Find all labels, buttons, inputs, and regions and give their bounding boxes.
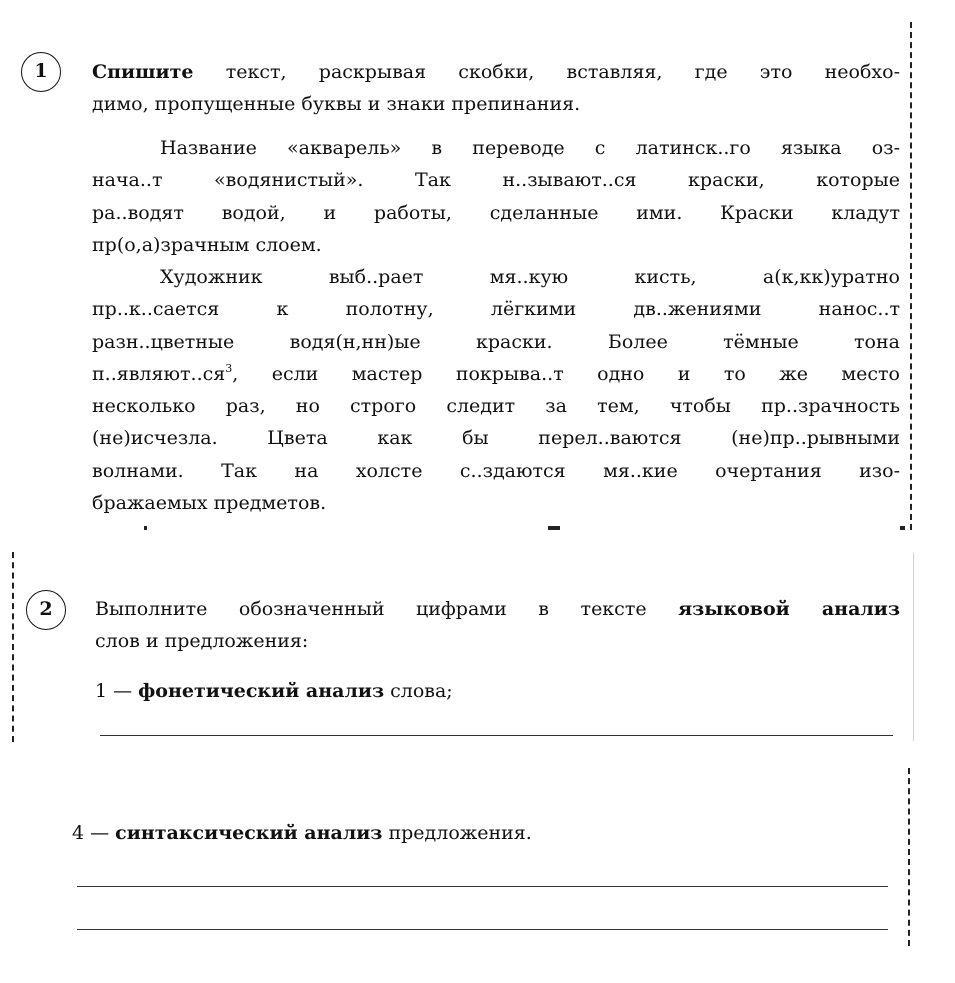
cut-line-left-middle bbox=[12, 552, 14, 742]
task1-instruction-rest: текст, раскрывая скобки, вставляя, где это необхо- bbox=[193, 61, 900, 83]
task2-instruction bbox=[95, 593, 900, 658]
cut-line-right-bottom bbox=[908, 768, 910, 946]
paragraph2-line: бражаемых предметов. bbox=[92, 492, 327, 515]
clipped-text-fragment bbox=[144, 526, 147, 530]
paragraph2-line: пр..к..сается к полотну, лёгкими дв..жениями нанос..т bbox=[92, 298, 900, 321]
item1-bold: фонетический анализ bbox=[138, 680, 385, 702]
paragraph2-line: разн..цветные водя(н,нн)ые краски. Более тёмные тона bbox=[92, 330, 900, 353]
task2-item-4 bbox=[72, 817, 532, 849]
paragraph2-line: (не)исчезла. Цвета как бы перел..ваются (не)пр..рывными bbox=[92, 427, 900, 450]
item4-rest: предложения. bbox=[382, 822, 532, 844]
paragraph1-line: пр(о,а)зрачным слоем. bbox=[92, 233, 322, 256]
item4-bold: синтаксический анализ bbox=[115, 822, 383, 844]
item4-prefix: 4 — bbox=[72, 822, 116, 844]
task1-paragraph-1 bbox=[92, 132, 900, 261]
task2-instruction-line-1 bbox=[95, 593, 900, 625]
answer-line[interactable] bbox=[100, 735, 893, 736]
paragraph2-rest: , если мастер покрыва..т одно и то же место bbox=[232, 362, 900, 385]
paragraph2-line: Художник выб..рает мя..кую кисть, а(к,кк)уратно bbox=[160, 266, 900, 288]
cut-line-right-top bbox=[910, 22, 912, 530]
paragraph1-line: ра..водят водой, и работы, сделанные ими. Краски кладут bbox=[92, 201, 900, 224]
task-number-badge-1: 1 bbox=[21, 52, 61, 92]
item1-prefix: 1 — bbox=[95, 680, 139, 702]
task1-instruction bbox=[92, 56, 900, 121]
task-number-badge-2: 2 bbox=[26, 590, 66, 630]
answer-line[interactable] bbox=[77, 929, 888, 930]
paragraph2-line: волнами. Так на холсте с..здаются мя..кие очертания изо- bbox=[92, 459, 900, 482]
paragraph1-line: нача..т «водянистый». Так н..зывают..ся краски, которые bbox=[92, 169, 900, 192]
task1-instruction-line-1 bbox=[92, 56, 900, 88]
task1-instruction-line-2: димо, пропущенные буквы и знаки препинания. bbox=[92, 93, 581, 116]
clipped-text-fragment bbox=[900, 526, 905, 530]
task1-paragraph-2 bbox=[92, 261, 900, 519]
paragraph1-line: Название «акварель» в переводе с латинск..го языка оз- bbox=[160, 137, 900, 159]
task2-instruction-text: Выполните обозначенный цифрами в тексте bbox=[95, 598, 679, 620]
task2-instruction-bold: языковой анализ bbox=[678, 598, 900, 620]
item1-rest: слова; bbox=[384, 680, 453, 702]
analysis-marker-superscript: 3 bbox=[225, 361, 233, 375]
task2-instruction-line-2: слов и предложения: bbox=[95, 630, 309, 653]
paragraph2-line: несколько раз, но строго следит за тем, чтобы пр..зрачность bbox=[92, 395, 900, 418]
answer-line[interactable] bbox=[77, 886, 888, 887]
paragraph2-line-with-superscript bbox=[92, 358, 900, 390]
block-border-right bbox=[913, 553, 914, 741]
task2-item-1 bbox=[95, 675, 453, 707]
paragraph2-word: п..являют..ся bbox=[92, 362, 226, 385]
clipped-text-fragment bbox=[548, 526, 560, 530]
task1-instruction-bold: Спишите bbox=[92, 61, 194, 83]
